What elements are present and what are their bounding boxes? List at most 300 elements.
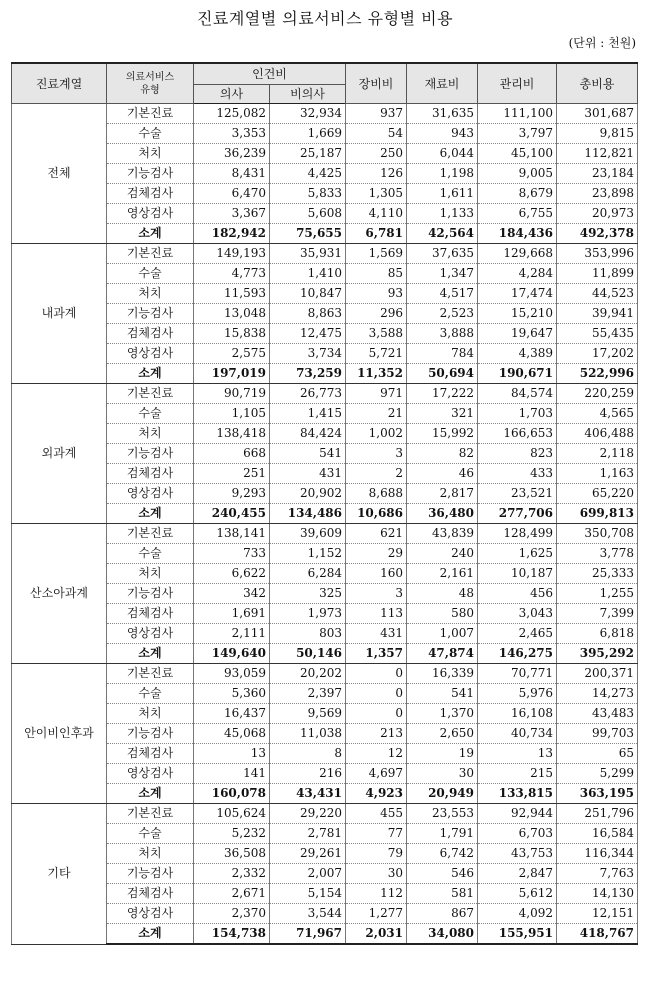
table-body <box>12 104 638 945</box>
value-cell: 580 <box>407 604 478 624</box>
value-cell: 6,044 <box>407 144 478 164</box>
value-cell: 4,565 <box>557 404 638 424</box>
service-type-cell: 검체검사 <box>107 184 194 204</box>
value-cell: 20,902 <box>270 484 346 504</box>
value-cell: 12 <box>346 744 407 764</box>
value-cell: 2,650 <box>407 724 478 744</box>
value-cell: 2,781 <box>270 824 346 844</box>
value-cell: 20,973 <box>557 204 638 224</box>
value-cell: 1,347 <box>407 264 478 284</box>
service-type-cell: 수술 <box>107 684 194 704</box>
service-type-cell: 수술 <box>107 124 194 144</box>
value-cell: 325 <box>270 584 346 604</box>
value-cell: 6,470 <box>194 184 270 204</box>
value-cell: 1,791 <box>407 824 478 844</box>
value-cell: 17,474 <box>478 284 557 304</box>
service-type-cell: 기본진료 <box>107 244 194 264</box>
value-cell: 15,992 <box>407 424 478 444</box>
value-cell: 138,141 <box>194 524 270 544</box>
value-cell: 129,668 <box>478 244 557 264</box>
value-cell: 75,655 <box>270 224 346 244</box>
value-cell: 3,544 <box>270 904 346 924</box>
value-cell: 93,059 <box>194 664 270 684</box>
value-cell: 7,399 <box>557 604 638 624</box>
page-title: 진료계열별 의료서비스 유형별 비용 <box>196 9 454 28</box>
value-cell: 47,874 <box>407 644 478 664</box>
service-type-cell: 소계 <box>107 504 194 524</box>
service-type-cell: 기본진료 <box>107 104 194 124</box>
value-cell: 1,007 <box>407 624 478 644</box>
value-cell: 155,951 <box>478 924 557 945</box>
service-type-cell: 처치 <box>107 704 194 724</box>
value-cell: 29 <box>346 544 407 564</box>
value-cell: 8,679 <box>478 184 557 204</box>
header-non-doctor: 비의사 <box>270 85 346 104</box>
value-cell: 2,111 <box>194 624 270 644</box>
value-cell: 455 <box>346 804 407 824</box>
value-cell: 134,486 <box>270 504 346 524</box>
value-cell: 937 <box>346 104 407 124</box>
value-cell: 5,360 <box>194 684 270 704</box>
value-cell: 2,370 <box>194 904 270 924</box>
service-type-cell: 기능검사 <box>107 444 194 464</box>
value-cell: 20,202 <box>270 664 346 684</box>
value-cell: 154,738 <box>194 924 270 945</box>
value-cell: 8,863 <box>270 304 346 324</box>
value-cell: 5,612 <box>478 884 557 904</box>
value-cell: 6,703 <box>478 824 557 844</box>
value-cell: 23,553 <box>407 804 478 824</box>
table-row <box>12 524 638 544</box>
value-cell: 45,100 <box>478 144 557 164</box>
value-cell: 699,813 <box>557 504 638 524</box>
value-cell: 2,031 <box>346 924 407 945</box>
value-cell: 37,635 <box>407 244 478 264</box>
value-cell: 1,277 <box>346 904 407 924</box>
service-type-cell: 수술 <box>107 404 194 424</box>
service-type-cell: 영상검사 <box>107 764 194 784</box>
value-cell: 21 <box>346 404 407 424</box>
value-cell: 82 <box>407 444 478 464</box>
value-cell: 11,352 <box>346 364 407 384</box>
value-cell: 13 <box>478 744 557 764</box>
service-type-cell: 기능검사 <box>107 724 194 744</box>
value-cell: 184,436 <box>478 224 557 244</box>
table-row <box>12 244 638 264</box>
value-cell: 2,523 <box>407 304 478 324</box>
service-type-cell: 검체검사 <box>107 464 194 484</box>
value-cell: 9,815 <box>557 124 638 144</box>
value-cell: 418,767 <box>557 924 638 945</box>
value-cell: 200,371 <box>557 664 638 684</box>
value-cell: 4,425 <box>270 164 346 184</box>
value-cell: 133,815 <box>478 784 557 804</box>
value-cell: 6,818 <box>557 624 638 644</box>
value-cell: 11,593 <box>194 284 270 304</box>
value-cell: 11,038 <box>270 724 346 744</box>
value-cell: 43,839 <box>407 524 478 544</box>
category-cell: 안이비인후과 <box>12 664 107 804</box>
value-cell: 5,232 <box>194 824 270 844</box>
value-cell: 20,949 <box>407 784 478 804</box>
value-cell: 1,198 <box>407 164 478 184</box>
service-type-cell: 처치 <box>107 284 194 304</box>
value-cell: 733 <box>194 544 270 564</box>
value-cell: 2,575 <box>194 344 270 364</box>
value-cell: 16,584 <box>557 824 638 844</box>
value-cell: 971 <box>346 384 407 404</box>
value-cell: 23,184 <box>557 164 638 184</box>
value-cell: 29,220 <box>270 804 346 824</box>
value-cell: 99,703 <box>557 724 638 744</box>
value-cell: 1,703 <box>478 404 557 424</box>
value-cell: 433 <box>478 464 557 484</box>
value-cell: 1,163 <box>557 464 638 484</box>
value-cell: 621 <box>346 524 407 544</box>
value-cell: 2,332 <box>194 864 270 884</box>
value-cell: 79 <box>346 844 407 864</box>
value-cell: 17,222 <box>407 384 478 404</box>
value-cell: 1,133 <box>407 204 478 224</box>
value-cell: 5,608 <box>270 204 346 224</box>
value-cell: 395,292 <box>557 644 638 664</box>
value-cell: 1,370 <box>407 704 478 724</box>
value-cell: 277,706 <box>478 504 557 524</box>
value-cell: 1,255 <box>557 584 638 604</box>
value-cell: 55,435 <box>557 324 638 344</box>
value-cell: 3,043 <box>478 604 557 624</box>
value-cell: 126 <box>346 164 407 184</box>
value-cell: 10,686 <box>346 504 407 524</box>
value-cell: 25,333 <box>557 564 638 584</box>
value-cell: 5,833 <box>270 184 346 204</box>
value-cell: 190,671 <box>478 364 557 384</box>
value-cell: 26,773 <box>270 384 346 404</box>
value-cell: 13 <box>194 744 270 764</box>
value-cell: 70,771 <box>478 664 557 684</box>
value-cell: 1,611 <box>407 184 478 204</box>
value-cell: 3,367 <box>194 204 270 224</box>
service-type-cell: 소계 <box>107 644 194 664</box>
header-service-type <box>107 63 194 104</box>
value-cell: 0 <box>346 704 407 724</box>
value-cell: 65,220 <box>557 484 638 504</box>
value-cell: 8 <box>270 744 346 764</box>
value-cell: 30 <box>407 764 478 784</box>
value-cell: 216 <box>270 764 346 784</box>
service-type-cell: 기능검사 <box>107 304 194 324</box>
value-cell: 1,669 <box>270 124 346 144</box>
service-type-cell: 영상검사 <box>107 624 194 644</box>
service-type-cell: 영상검사 <box>107 344 194 364</box>
value-cell: 44,523 <box>557 284 638 304</box>
value-cell: 71,967 <box>270 924 346 945</box>
value-cell: 1,002 <box>346 424 407 444</box>
header-personnel: 인건비 <box>194 63 346 85</box>
service-type-cell: 기능검사 <box>107 164 194 184</box>
value-cell: 1,569 <box>346 244 407 264</box>
value-cell: 1,410 <box>270 264 346 284</box>
value-cell: 2,817 <box>407 484 478 504</box>
value-cell: 220,259 <box>557 384 638 404</box>
table-row <box>12 664 638 684</box>
value-cell: 0 <box>346 664 407 684</box>
category-cell: 산소아과계 <box>12 524 107 664</box>
value-cell: 2,118 <box>557 444 638 464</box>
value-cell: 1,357 <box>346 644 407 664</box>
value-cell: 16,437 <box>194 704 270 724</box>
category-cell: 기타 <box>12 804 107 945</box>
value-cell: 350,708 <box>557 524 638 544</box>
service-type-cell: 검체검사 <box>107 324 194 344</box>
service-type-cell: 처치 <box>107 564 194 584</box>
value-cell: 4,923 <box>346 784 407 804</box>
value-cell: 15,210 <box>478 304 557 324</box>
value-cell: 10,187 <box>478 564 557 584</box>
value-cell: 6,742 <box>407 844 478 864</box>
value-cell: 31,635 <box>407 104 478 124</box>
value-cell: 342 <box>194 584 270 604</box>
value-cell: 141 <box>194 764 270 784</box>
value-cell: 48 <box>407 584 478 604</box>
service-type-cell: 영상검사 <box>107 484 194 504</box>
service-type-cell: 소계 <box>107 364 194 384</box>
value-cell: 146,275 <box>478 644 557 664</box>
service-type-cell: 검체검사 <box>107 884 194 904</box>
value-cell: 85 <box>346 264 407 284</box>
value-cell: 321 <box>407 404 478 424</box>
value-cell: 0 <box>346 684 407 704</box>
service-type-cell: 소계 <box>107 784 194 804</box>
value-cell: 4,110 <box>346 204 407 224</box>
value-cell: 42,564 <box>407 224 478 244</box>
value-cell: 116,344 <box>557 844 638 864</box>
value-cell: 14,273 <box>557 684 638 704</box>
value-cell: 213 <box>346 724 407 744</box>
service-type-cell: 기능검사 <box>107 864 194 884</box>
value-cell: 240,455 <box>194 504 270 524</box>
table-row <box>12 384 638 404</box>
value-cell: 1,305 <box>346 184 407 204</box>
value-cell: 250 <box>346 144 407 164</box>
service-type-cell: 영상검사 <box>107 904 194 924</box>
value-cell: 2,465 <box>478 624 557 644</box>
value-cell: 353,996 <box>557 244 638 264</box>
value-cell: 125,082 <box>194 104 270 124</box>
header-management: 관리비 <box>478 63 557 104</box>
value-cell: 823 <box>478 444 557 464</box>
value-cell: 3,588 <box>346 324 407 344</box>
table-row <box>12 104 638 124</box>
value-cell: 12,475 <box>270 324 346 344</box>
value-cell: 784 <box>407 344 478 364</box>
value-cell: 1,973 <box>270 604 346 624</box>
value-cell: 431 <box>346 624 407 644</box>
service-type-cell: 검체검사 <box>107 744 194 764</box>
service-type-cell: 기본진료 <box>107 664 194 684</box>
value-cell: 43,431 <box>270 784 346 804</box>
value-cell: 39,941 <box>557 304 638 324</box>
value-cell: 867 <box>407 904 478 924</box>
header-material: 재료비 <box>407 63 478 104</box>
header-category: 진료계열 <box>12 63 107 104</box>
value-cell: 3,888 <box>407 324 478 344</box>
value-cell: 296 <box>346 304 407 324</box>
value-cell: 92,944 <box>478 804 557 824</box>
value-cell: 668 <box>194 444 270 464</box>
value-cell: 90,719 <box>194 384 270 404</box>
value-cell: 6,755 <box>478 204 557 224</box>
value-cell: 522,996 <box>557 364 638 384</box>
value-cell: 6,284 <box>270 564 346 584</box>
value-cell: 160 <box>346 564 407 584</box>
value-cell: 541 <box>270 444 346 464</box>
value-cell: 36,508 <box>194 844 270 864</box>
value-cell: 3 <box>346 584 407 604</box>
value-cell: 2,847 <box>478 864 557 884</box>
value-cell: 36,239 <box>194 144 270 164</box>
value-cell: 19 <box>407 744 478 764</box>
header-doctor: 의사 <box>194 85 270 104</box>
value-cell: 36,480 <box>407 504 478 524</box>
value-cell: 50,146 <box>270 644 346 664</box>
service-type-cell: 소계 <box>107 224 194 244</box>
value-cell: 803 <box>270 624 346 644</box>
value-cell: 149,640 <box>194 644 270 664</box>
value-cell: 301,687 <box>557 104 638 124</box>
value-cell: 16,108 <box>478 704 557 724</box>
value-cell: 13,048 <box>194 304 270 324</box>
value-cell: 541 <box>407 684 478 704</box>
value-cell: 6,781 <box>346 224 407 244</box>
value-cell: 40,734 <box>478 724 557 744</box>
service-type-cell: 검체검사 <box>107 604 194 624</box>
value-cell: 1,625 <box>478 544 557 564</box>
value-cell: 15,838 <box>194 324 270 344</box>
value-cell: 160,078 <box>194 784 270 804</box>
value-cell: 12,151 <box>557 904 638 924</box>
value-cell: 4,773 <box>194 264 270 284</box>
service-type-cell: 처치 <box>107 144 194 164</box>
value-cell: 50,694 <box>407 364 478 384</box>
service-type-cell: 소계 <box>107 924 194 945</box>
value-cell: 4,517 <box>407 284 478 304</box>
value-cell: 3,353 <box>194 124 270 144</box>
value-cell: 2,397 <box>270 684 346 704</box>
value-cell: 73,259 <box>270 364 346 384</box>
value-cell: 3,778 <box>557 544 638 564</box>
value-cell: 46 <box>407 464 478 484</box>
value-cell: 45,068 <box>194 724 270 744</box>
header-service-type-line1: 의료서비스 <box>125 71 175 83</box>
value-cell: 182,942 <box>194 224 270 244</box>
value-cell: 84,424 <box>270 424 346 444</box>
value-cell: 251,796 <box>557 804 638 824</box>
service-type-cell: 처치 <box>107 424 194 444</box>
value-cell: 492,378 <box>557 224 638 244</box>
value-cell: 3,734 <box>270 344 346 364</box>
value-cell: 112,821 <box>557 144 638 164</box>
value-cell: 9,569 <box>270 704 346 724</box>
value-cell: 19,647 <box>478 324 557 344</box>
value-cell: 112 <box>346 884 407 904</box>
value-cell: 5,154 <box>270 884 346 904</box>
value-cell: 251 <box>194 464 270 484</box>
value-cell: 17,202 <box>557 344 638 364</box>
table-row <box>12 804 638 824</box>
value-cell: 3 <box>346 444 407 464</box>
value-cell: 65 <box>557 744 638 764</box>
value-cell: 4,697 <box>346 764 407 784</box>
service-type-cell: 수술 <box>107 824 194 844</box>
service-type-cell: 영상검사 <box>107 204 194 224</box>
value-cell: 197,019 <box>194 364 270 384</box>
value-cell: 1,415 <box>270 404 346 424</box>
value-cell: 25,187 <box>270 144 346 164</box>
service-type-cell: 기본진료 <box>107 524 194 544</box>
value-cell: 943 <box>407 124 478 144</box>
value-cell: 84,574 <box>478 384 557 404</box>
value-cell: 240 <box>407 544 478 564</box>
value-cell: 113 <box>346 604 407 624</box>
value-cell: 149,193 <box>194 244 270 264</box>
value-cell: 138,418 <box>194 424 270 444</box>
value-cell: 5,721 <box>346 344 407 364</box>
category-cell: 외과계 <box>12 384 107 524</box>
value-cell: 166,653 <box>478 424 557 444</box>
value-cell: 105,624 <box>194 804 270 824</box>
value-cell: 8,431 <box>194 164 270 184</box>
value-cell: 363,195 <box>557 784 638 804</box>
value-cell: 43,483 <box>557 704 638 724</box>
value-cell: 7,763 <box>557 864 638 884</box>
value-cell: 32,934 <box>270 104 346 124</box>
value-cell: 39,609 <box>270 524 346 544</box>
value-cell: 77 <box>346 824 407 844</box>
value-cell: 2,671 <box>194 884 270 904</box>
category-cell: 전체 <box>12 104 107 244</box>
value-cell: 34,080 <box>407 924 478 945</box>
value-cell: 2 <box>346 464 407 484</box>
value-cell: 2,007 <box>270 864 346 884</box>
value-cell: 10,847 <box>270 284 346 304</box>
value-cell: 23,898 <box>557 184 638 204</box>
header-service-type-line2: 유형 <box>140 84 160 96</box>
value-cell: 35,931 <box>270 244 346 264</box>
value-cell: 23,521 <box>478 484 557 504</box>
value-cell: 14,130 <box>557 884 638 904</box>
value-cell: 3,797 <box>478 124 557 144</box>
value-cell: 1,105 <box>194 404 270 424</box>
value-cell: 43,753 <box>478 844 557 864</box>
value-cell: 29,261 <box>270 844 346 864</box>
value-cell: 4,389 <box>478 344 557 364</box>
service-type-cell: 수술 <box>107 544 194 564</box>
header-total: 총비용 <box>557 63 638 104</box>
cost-table <box>11 62 638 945</box>
value-cell: 54 <box>346 124 407 144</box>
value-cell: 128,499 <box>478 524 557 544</box>
value-cell: 4,092 <box>478 904 557 924</box>
service-type-cell: 기본진료 <box>107 804 194 824</box>
value-cell: 6,622 <box>194 564 270 584</box>
category-cell: 내과계 <box>12 244 107 384</box>
value-cell: 215 <box>478 764 557 784</box>
value-cell: 546 <box>407 864 478 884</box>
service-type-cell: 처치 <box>107 844 194 864</box>
value-cell: 16,339 <box>407 664 478 684</box>
value-cell: 93 <box>346 284 407 304</box>
